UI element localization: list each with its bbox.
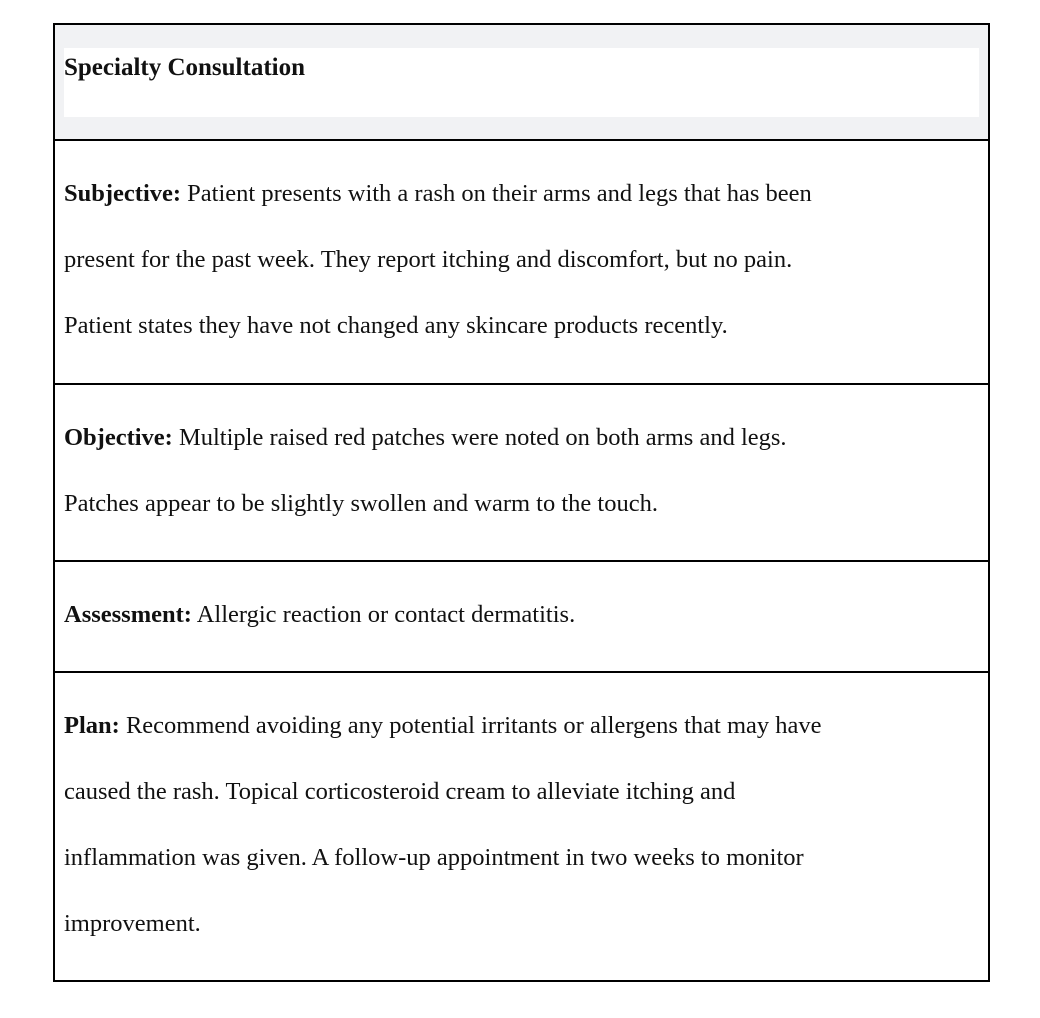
section-text: Patches appear to be slightly swollen and warm to the touch.	[64, 490, 658, 517]
section-text: Patient states they have not changed any skincare products recently.	[64, 312, 728, 339]
header-row	[55, 25, 988, 139]
section-text: present for the past week. They report itching and discomfort, but no pain.	[64, 246, 793, 273]
page-title: Specialty Consultation	[64, 48, 979, 117]
consultation-table	[53, 23, 990, 982]
section-objective	[55, 383, 988, 560]
section-label: Objective:	[64, 424, 173, 451]
section-assessment	[55, 560, 988, 671]
section-label: Plan:	[64, 712, 120, 739]
section-text: Allergic reaction or contact dermatitis.	[196, 601, 576, 628]
section-plan	[55, 671, 988, 980]
section-subjective	[55, 139, 988, 383]
section-text: inflammation was given. A follow-up appointment in two weeks to monitor	[64, 844, 804, 871]
section-text: improvement.	[64, 910, 201, 937]
section-text: Multiple raised red patches were noted on both arms and legs.	[178, 424, 787, 451]
section-label: Assessment:	[64, 601, 192, 628]
section-text: Recommend avoiding any potential irritants or allergens that may have	[125, 712, 822, 739]
section-label: Subjective:	[64, 180, 182, 207]
section-text: Patient presents with a rash on their arms and legs that has been	[187, 180, 812, 207]
section-text: caused the rash. Topical corticosteroid cream to alleviate itching and	[64, 778, 736, 805]
